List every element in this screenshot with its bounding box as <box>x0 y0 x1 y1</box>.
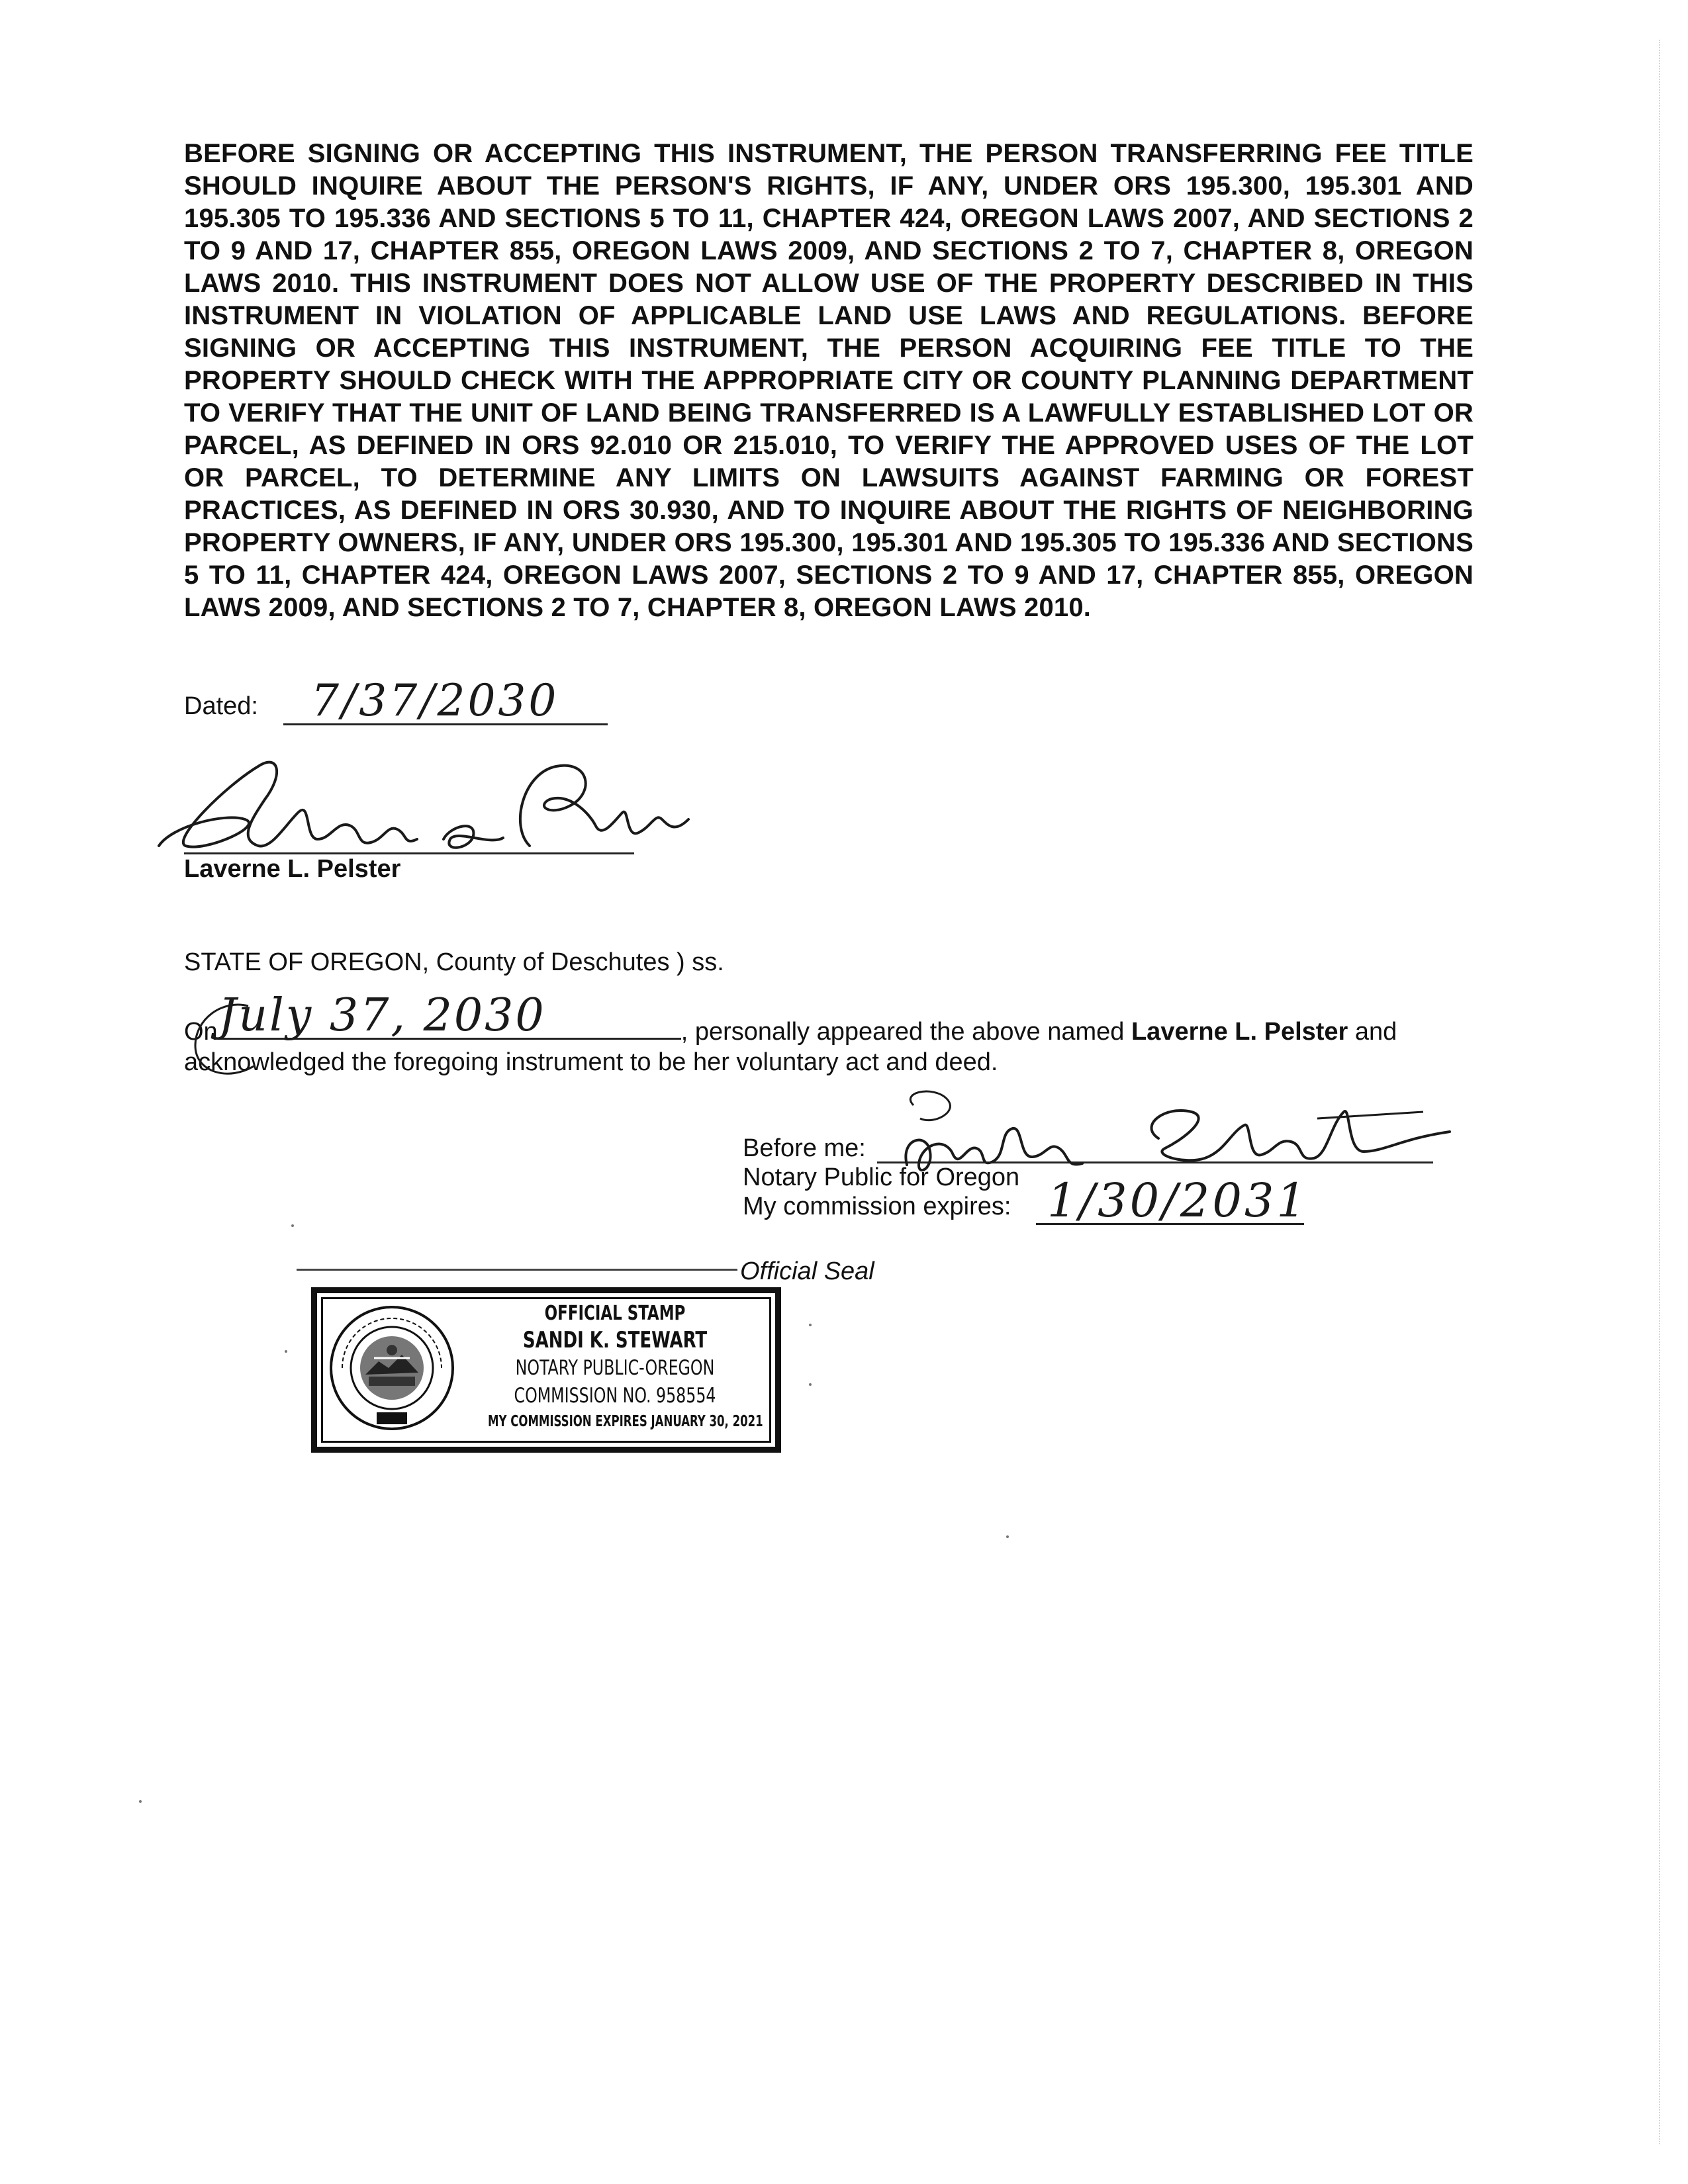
stamp-text <box>456 1301 774 1433</box>
official-seal-label: Official Seal <box>740 1257 874 1285</box>
grantor-signature-line <box>184 852 634 854</box>
scan-speck <box>1006 1535 1009 1538</box>
scan-speck <box>139 1800 142 1803</box>
stamp-line-5: MY COMMISSION EXPIRES JANUARY 30, 2021 <box>488 1413 763 1430</box>
on-label: On <box>184 1018 218 1046</box>
oregon-state-seal-emblem <box>322 1298 461 1437</box>
official-seal-rule <box>297 1269 737 1271</box>
commission-expires-value: 1/30/2031 <box>1047 1173 1309 1228</box>
scan-speck <box>809 1324 812 1326</box>
handwritten-loop-mark <box>182 993 275 1085</box>
land-use-disclaimer: BEFORE SIGNING OR ACCEPTING THIS INSTRUMENT, THE PERSON TRANSFERRING FEE TITLE SHOULD INQUIRE ABOUT THE PERSON'S RIGHTS, IF ANY, UNDER ORS 195.300, 195.301 AND 195.305 TO 195.336 AND SECTIONS 5 TO 11, CHAPTER 424, OREGON LAWS 2007, AND SECTIONS 2 TO 9 AND 17, CHAPTER 855, OREGON LAWS 2009, AND SECTIONS 2 TO 7, CHAPTER 8, OREGON LAWS 2010. THIS INSTRUMENT DOES NOT ALLOW USE OF THE PROPERTY DESCRIBED IN THIS INSTRUMENT IN VIOLATION OF APPLICABLE LAND USE LAWS AND REGULATIONS. BEFORE SIGNING OR ACCEPTING THIS INSTRUMENT, THE PERSON ACQUIRING FEE TITLE TO THE PROPERTY SHOULD CHECK WITH THE APPROPRIATE CITY OR COUNTY PLANNING DEPARTMENT TO VERIFY THAT THE UNIT OF LAND BEING TRANSFERRED IS A LAWFULLY ESTABLISHED LOT OR PARCEL, AS DEFINED IN ORS 92.010 OR 215.010, TO VERIFY THE APPROVED USES OF THE LOT OR PARCEL, TO DETERMINE ANY LIMITS ON LAWSUITS AGAINST FARMING OR FOREST PRACTICES, AS DEFINED IN ORS 30.930, AND TO INQUIRE ABOUT THE RIGHTS OF NEIGHBORING PROPERTY OWNERS, IF ANY, UNDER ORS 195.300, 195.301 AND 195.305 TO 195.336 AND SECTIONS 5 TO 11, CHAPTER 424, OREGON LAWS 2007, SECTIONS 2 TO 9 AND 17, CHAPTER 855, OREGON LAWS 2009, AND SECTIONS 2 TO 7, CHAPTER 8, OREGON LAWS 2010. <box>184 139 1474 622</box>
dated-label: Dated: <box>184 692 258 720</box>
notary-stamp <box>311 1287 781 1453</box>
scan-speck <box>291 1224 294 1227</box>
acknowledgment-line-2: acknowledged the foregoing instrument to be her voluntary act and deed. <box>184 1048 998 1076</box>
before-me-label: Before me: <box>743 1134 866 1162</box>
stamp-line-1: OFFICIAL STAMP <box>544 1302 686 1325</box>
page-edge <box>1659 40 1662 2144</box>
grantor-name: Laverne L. Pelster <box>184 855 401 883</box>
stamp-line-3: NOTARY PUBLIC-OREGON <box>515 1356 715 1380</box>
stamp-line-2: SANDI K. STEWART <box>522 1327 708 1353</box>
dated-value: 7/37/2030 <box>311 675 559 726</box>
stamp-line-4: COMMISSION NO. 958554 <box>514 1384 716 1408</box>
scan-speck <box>285 1350 287 1353</box>
ack-person: Laverne L. Pelster <box>1131 1018 1348 1046</box>
ack-text-b: and <box>1348 1018 1397 1046</box>
grantor-signature <box>132 747 702 866</box>
ack-text-a: , personally appeared the above named <box>680 1018 1131 1046</box>
scan-speck <box>809 1383 812 1386</box>
commission-expires-label: My commission expires: <box>743 1193 1011 1220</box>
venue-line: STATE OF OREGON, County of Deschutes ) ss. <box>184 948 724 976</box>
acknowledgment-date-value: July 37, 2030 <box>218 989 546 1042</box>
notary-public-label: Notary Public for Oregon <box>743 1163 1020 1191</box>
